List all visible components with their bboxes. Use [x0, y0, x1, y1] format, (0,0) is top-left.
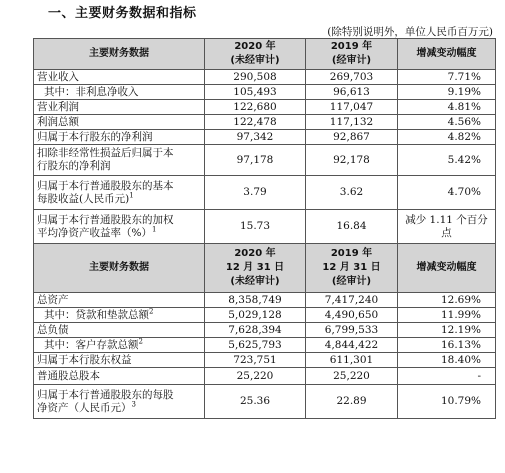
financial-data-table	[33, 38, 496, 419]
value-2019: 3.62	[306, 176, 398, 210]
table-row	[34, 210, 496, 244]
row-label	[34, 145, 205, 176]
value-2019: 117,132	[306, 115, 398, 130]
table-row	[34, 353, 496, 368]
table-row	[34, 308, 496, 323]
table-row	[34, 176, 496, 210]
header-2020	[205, 244, 306, 293]
value-2019: 611,301	[306, 353, 398, 368]
unit-note: (除特别说明外，单位人民币百万元)	[327, 26, 493, 38]
header-2020-year: 2020 年	[234, 248, 276, 259]
change-value: 减少 1.11 个百分点	[398, 210, 496, 244]
table-row	[34, 100, 496, 115]
change-value: -	[398, 368, 496, 385]
change-value: 4.81%	[398, 100, 496, 115]
value-2020: 290,508	[205, 70, 306, 85]
change-value: 16.13%	[398, 338, 496, 353]
row-label	[34, 308, 205, 323]
value-2020: 5,029,128	[205, 308, 306, 323]
row-label: 归属于本行股东权益	[34, 353, 205, 368]
value-2020: 723,751	[205, 353, 306, 368]
row-label: 利润总额	[34, 115, 205, 130]
section-title: 一、主要财务数据和指标	[48, 6, 197, 21]
row-label-line2	[37, 402, 201, 415]
value-2019: 25,220	[306, 368, 398, 385]
change-value: 7.71%	[398, 70, 496, 85]
row-label: 归属于本行股东的净利润	[34, 130, 205, 145]
value-2020: 97,342	[205, 130, 306, 145]
value-2019: 92,867	[306, 130, 398, 145]
table1-header-row	[34, 39, 496, 70]
header-2020-date: 12 月 31 日	[225, 262, 285, 273]
table-row	[34, 323, 496, 338]
header-change: 增减变动幅度	[398, 39, 496, 70]
footnote-marker: 1	[151, 225, 157, 233]
change-value: 4.70%	[398, 176, 496, 210]
table-row	[34, 368, 496, 385]
value-2020: 122,478	[205, 115, 306, 130]
value-2019: 269,703	[306, 70, 398, 85]
table-row	[34, 130, 496, 145]
table-row	[34, 145, 496, 176]
header-2019-audit: (经审计)	[331, 276, 372, 287]
header-2020-audit: (未经审计)	[230, 55, 280, 66]
table-row	[34, 338, 496, 353]
row-label	[34, 176, 205, 210]
row-label	[34, 385, 205, 419]
header-2019-date: 12 月 31 日	[322, 262, 381, 273]
header-2019-year: 2019 年	[330, 248, 373, 259]
value-2019: 7,417,240	[306, 293, 398, 308]
row-label	[34, 210, 205, 244]
header-change: 增减变动幅度	[398, 244, 496, 293]
row-label-line1: 归属于本行普通股股东的加权	[37, 213, 174, 226]
value-2020: 8,358,749	[205, 293, 306, 308]
table-row	[34, 293, 496, 308]
change-value: 10.79%	[398, 385, 496, 419]
row-label-line1: 归属于本行普通股股东的基本	[37, 179, 174, 192]
table-row	[34, 70, 496, 85]
footnote-marker: 1	[129, 191, 134, 199]
change-value: 12.19%	[398, 323, 496, 338]
row-label-line2: 行股东的净利润	[37, 160, 111, 172]
row-label: 营业收入	[34, 70, 205, 85]
row-label-text: 每股收益(人民币元)	[37, 192, 130, 205]
row-label: 营业利润	[34, 100, 205, 115]
table-row	[34, 385, 496, 419]
footnote-marker: 3	[131, 400, 136, 408]
footnote-marker: 2	[149, 307, 154, 315]
row-label-line1: 归属于本行普通股股东的每股	[37, 388, 174, 401]
value-2019: 117,047	[306, 100, 398, 115]
value-2020: 122,680	[205, 100, 306, 115]
value-2020: 105,493	[205, 85, 306, 100]
header-item: 主要财务数据	[34, 244, 205, 293]
header-2020	[205, 39, 306, 70]
value-2020: 97,178	[205, 145, 306, 176]
value-2019: 4,490,650	[306, 308, 398, 323]
value-2020: 7,628,394	[205, 323, 306, 338]
value-2020: 15.73	[205, 210, 306, 244]
change-value: 9.19%	[398, 85, 496, 100]
change-value: 5.42%	[398, 145, 496, 176]
row-label-text: 净资产（人民币元）	[37, 401, 132, 414]
row-label-text: 平均净资产收益率（%）	[37, 226, 152, 239]
value-2019: 6,799,533	[306, 323, 398, 338]
table-row	[34, 85, 496, 100]
row-label-text: 其中：贷款和垫款总额	[44, 308, 149, 321]
change-value: 12.69%	[398, 293, 496, 308]
row-label: 总资产	[34, 293, 205, 308]
value-2020: 3.79	[205, 176, 306, 210]
value-2020: 25.36	[205, 385, 306, 419]
header-2019	[306, 39, 398, 70]
header-2020-audit: (未经审计)	[230, 276, 280, 287]
row-label-line2	[37, 227, 201, 240]
table-row	[34, 115, 496, 130]
change-value: 4.82%	[398, 130, 496, 145]
value-2019: 4,844,422	[306, 338, 398, 353]
row-label: 总负债	[34, 323, 205, 338]
value-2020: 25,220	[205, 368, 306, 385]
change-value: 11.99%	[398, 308, 496, 323]
header-item: 主要财务数据	[34, 39, 205, 70]
value-2019: 96,613	[306, 85, 398, 100]
row-label: 普通股总股本	[34, 368, 205, 385]
header-2019	[306, 244, 398, 293]
footnote-marker: 2	[138, 337, 143, 345]
header-2019-audit: (经审计)	[331, 55, 372, 66]
value-2019: 22.89	[306, 385, 398, 419]
value-2019: 16.84	[306, 210, 398, 244]
value-2020: 5,625,793	[205, 338, 306, 353]
header-2020-year: 2020 年	[234, 41, 276, 52]
change-value: 4.56%	[398, 115, 496, 130]
row-label-line2	[37, 193, 201, 206]
row-label	[34, 338, 205, 353]
row-label-text: 其中：客户存款总额	[44, 338, 139, 351]
row-label-line1: 扣除非经常性损益后归属于本	[37, 147, 174, 159]
header-2019-year: 2019 年	[330, 41, 373, 52]
row-label: 其中：非利息净收入	[34, 85, 205, 100]
value-2019: 92,178	[306, 145, 398, 176]
table2-header-row	[34, 244, 496, 293]
change-value: 18.40%	[398, 353, 496, 368]
